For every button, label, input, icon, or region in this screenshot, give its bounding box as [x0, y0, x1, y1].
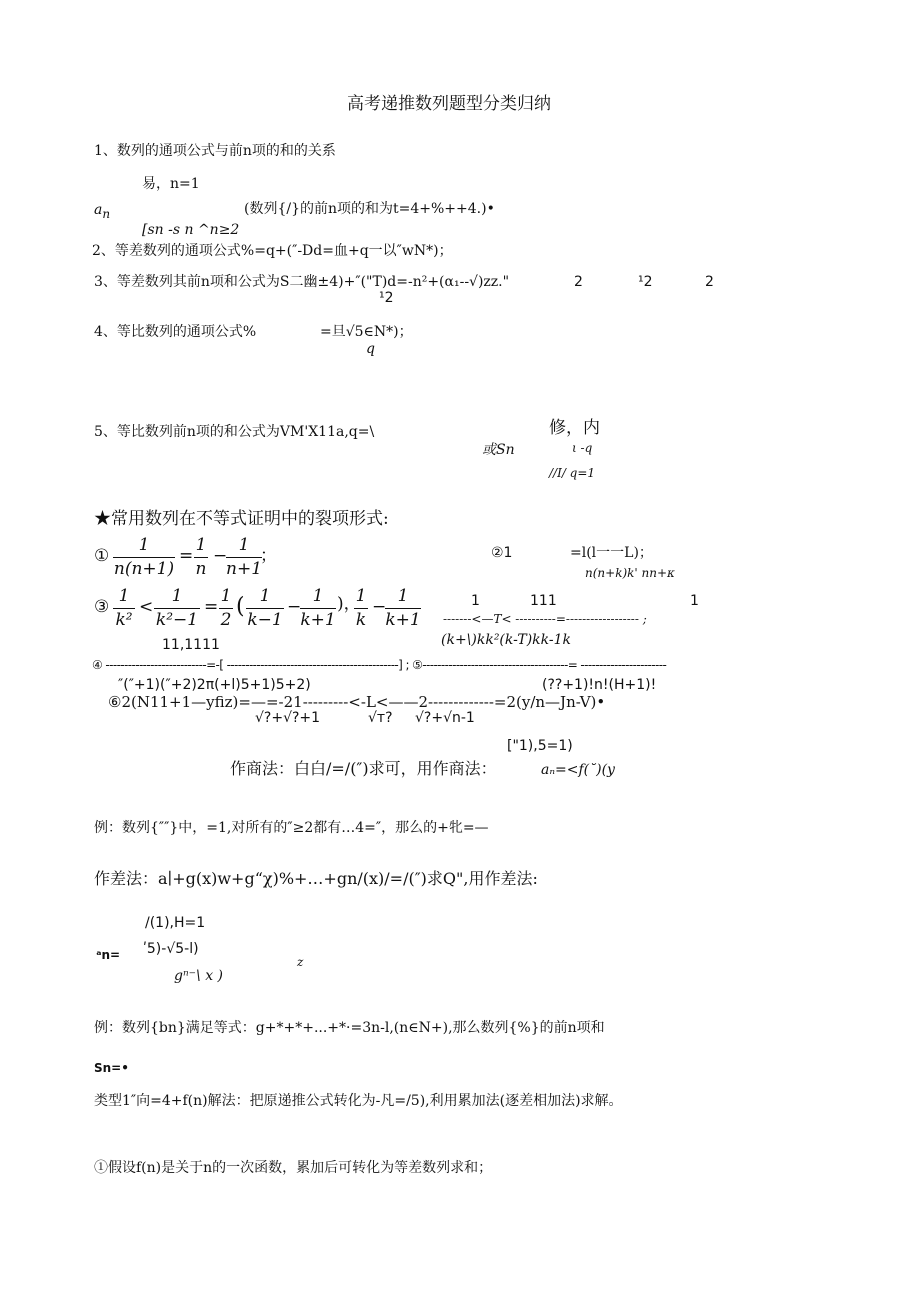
difference-z: z — [297, 955, 304, 969]
quotient-method: 作商法：白白/=/(″)求可，用作商法： — [230, 759, 497, 778]
formula-6-row1-right: (??+1)!n!(H+1)! — [542, 677, 657, 693]
section-4: 4、等比数列的通项公式% — [94, 324, 257, 340]
a-n-symbol: $a_n$ — [94, 202, 111, 221]
formula-2: ②1 — [491, 545, 513, 561]
section-3-n2: ¹2 — [638, 274, 653, 290]
formula-4-top: 11,1111 — [162, 637, 220, 653]
quotient-formula: aₙ=<f(˘)(y — [541, 762, 615, 778]
section-3-n3: 2 — [705, 274, 714, 290]
hypothesis: ①假设f(n)是关于n的一次函数，累加后可转化为等差数列求和； — [94, 1160, 493, 1176]
quotient-condition: ["1),5=1) — [507, 738, 573, 754]
difference-case-3: gⁿ⁻\ x ) — [174, 968, 223, 984]
section-1-heading: 1、数列的通项公式与前n项的和的关系 — [94, 143, 336, 159]
formula-3-frac-a: 1 k² — [113, 586, 135, 632]
formula-3-frac-e: 1 k+1 — [300, 586, 336, 631]
formula-1-frac-c: 1 n+1 — [226, 535, 263, 580]
difference-case-1: /(1),H=1 — [145, 915, 206, 931]
section-4-q: q — [366, 341, 375, 357]
formula-1-minus: − — [213, 546, 228, 566]
example-2-sn: Sn=• — [94, 1061, 129, 1075]
formula-3-eq: = — [204, 597, 219, 617]
formula-3-paren-close: )， — [337, 594, 361, 614]
section-4-rest: =旦√5∈N*)； — [320, 324, 413, 340]
formula-3-paren-open: ( — [236, 594, 245, 619]
formula-1-eq: = — [179, 546, 194, 566]
section-5-right1: 修，内 — [549, 418, 600, 438]
formula-3-frac-c: 1 2 — [220, 586, 232, 631]
formula-3r-mid: -------<—T< ----------=------------------ ; — [443, 612, 647, 626]
formula-6-row3-c: √?+√n-1 — [415, 710, 475, 726]
split-term-heading: ★常用数列在不等式证明中的裂项形式: — [94, 509, 389, 529]
formula-3-frac-b: 1 k²−1 — [155, 586, 199, 631]
example-1: 例：数列{″″}中，=1,对所有的″≥2都有…4=″，那么的+牝=— — [94, 820, 489, 836]
case-bottom: [sn -s n ^n≥2 — [142, 222, 240, 238]
formula-4-5-line: ④ ---------------------------=-[ ----------------------------------------------] ; ⑤---------------------------------------= ----------------------- — [92, 658, 667, 672]
formula-3r-bottom: (k+\)kk²(k-T)kk-1k — [441, 632, 572, 648]
formula-1-circle: ① — [94, 546, 110, 566]
formula-3-minus: − — [287, 597, 302, 617]
section-5-right2: ι -q — [572, 441, 593, 455]
formula-3-frac-d: 1 k−1 — [247, 586, 283, 631]
case-top: 易，n=1 — [142, 176, 200, 192]
formula-3r-top1: 1 — [471, 593, 480, 609]
difference-case-2: ʹ5)-√5-l) — [143, 941, 199, 957]
formula-6-row3-a: √?+√?+1 — [255, 710, 321, 726]
formula-6-row1: ″(″+1)(″+2)2π(+l)5+1)5+2) — [118, 677, 311, 693]
section-3-n1: 2 — [574, 274, 583, 290]
formula-1-frac-b: 1 n — [195, 535, 207, 580]
formula-3-frac-g: 1 k+1 — [385, 586, 421, 631]
section-5-or: 或Sn — [482, 442, 515, 458]
formula-3r-top3: 1 — [690, 593, 699, 609]
section-5: 5、等比数列前n项的和公式为VM'X11a,q=\ — [94, 424, 375, 440]
formula-1-frac-a: 1 n(n+1) — [113, 535, 175, 580]
section-3-sub: ¹2 — [379, 290, 394, 306]
type-1: 类型1″向=4+f(n)解法：把原递推公式转化为-凡=/5),利用累加法(逐差相加法)求解。 — [94, 1093, 623, 1109]
formula-6-row3-b: √т? — [368, 710, 393, 726]
formula-3r-top2: 111 — [530, 593, 557, 609]
page-title: 高考递推数列题型分类归纳 — [347, 94, 551, 114]
section-1-desc: (数列{/}的前n项的和为t=4+%++4.)• — [244, 201, 495, 217]
difference-lhs: ᵃn= — [96, 948, 121, 962]
formula-6-row2: ⑥2(N11+1—yfiz)=—=-21---------<-L<——2-------------=2(y/n—Jn-V)• — [108, 693, 606, 711]
section-3: 3、等差数列其前n项和公式为S二幽±4)+″("T)d=-n²+(α₁--√)zz." — [94, 274, 510, 290]
formula-3-circle: ③ — [94, 597, 110, 617]
formula-2-rest: =l(l一一L)； — [570, 545, 653, 561]
section-2: 2、等差数列的通项公式%=q+(″-Dd=血+q一以″wN*)； — [92, 243, 453, 259]
formula-3-minus-2: − — [372, 597, 387, 617]
formula-3-frac-f: 1 k — [355, 586, 367, 631]
formula-1-end: ； — [260, 546, 277, 566]
example-2: 例：数列{bn}满足等式：g+*+*+...+*·=3n-l,(n∈N+),那么数列{%}的前n项和 — [94, 1020, 605, 1036]
formula-2-sub: n(n+k)k' nn+κ — [585, 566, 675, 580]
section-5-right3: //I/ q=1 — [549, 466, 596, 480]
difference-method: 作差法：a∣+g(x)w+g“χ)%+…+gn/(x)/=/(″)求Q",用作差法: — [94, 869, 538, 888]
formula-3-lt: < — [139, 597, 154, 617]
